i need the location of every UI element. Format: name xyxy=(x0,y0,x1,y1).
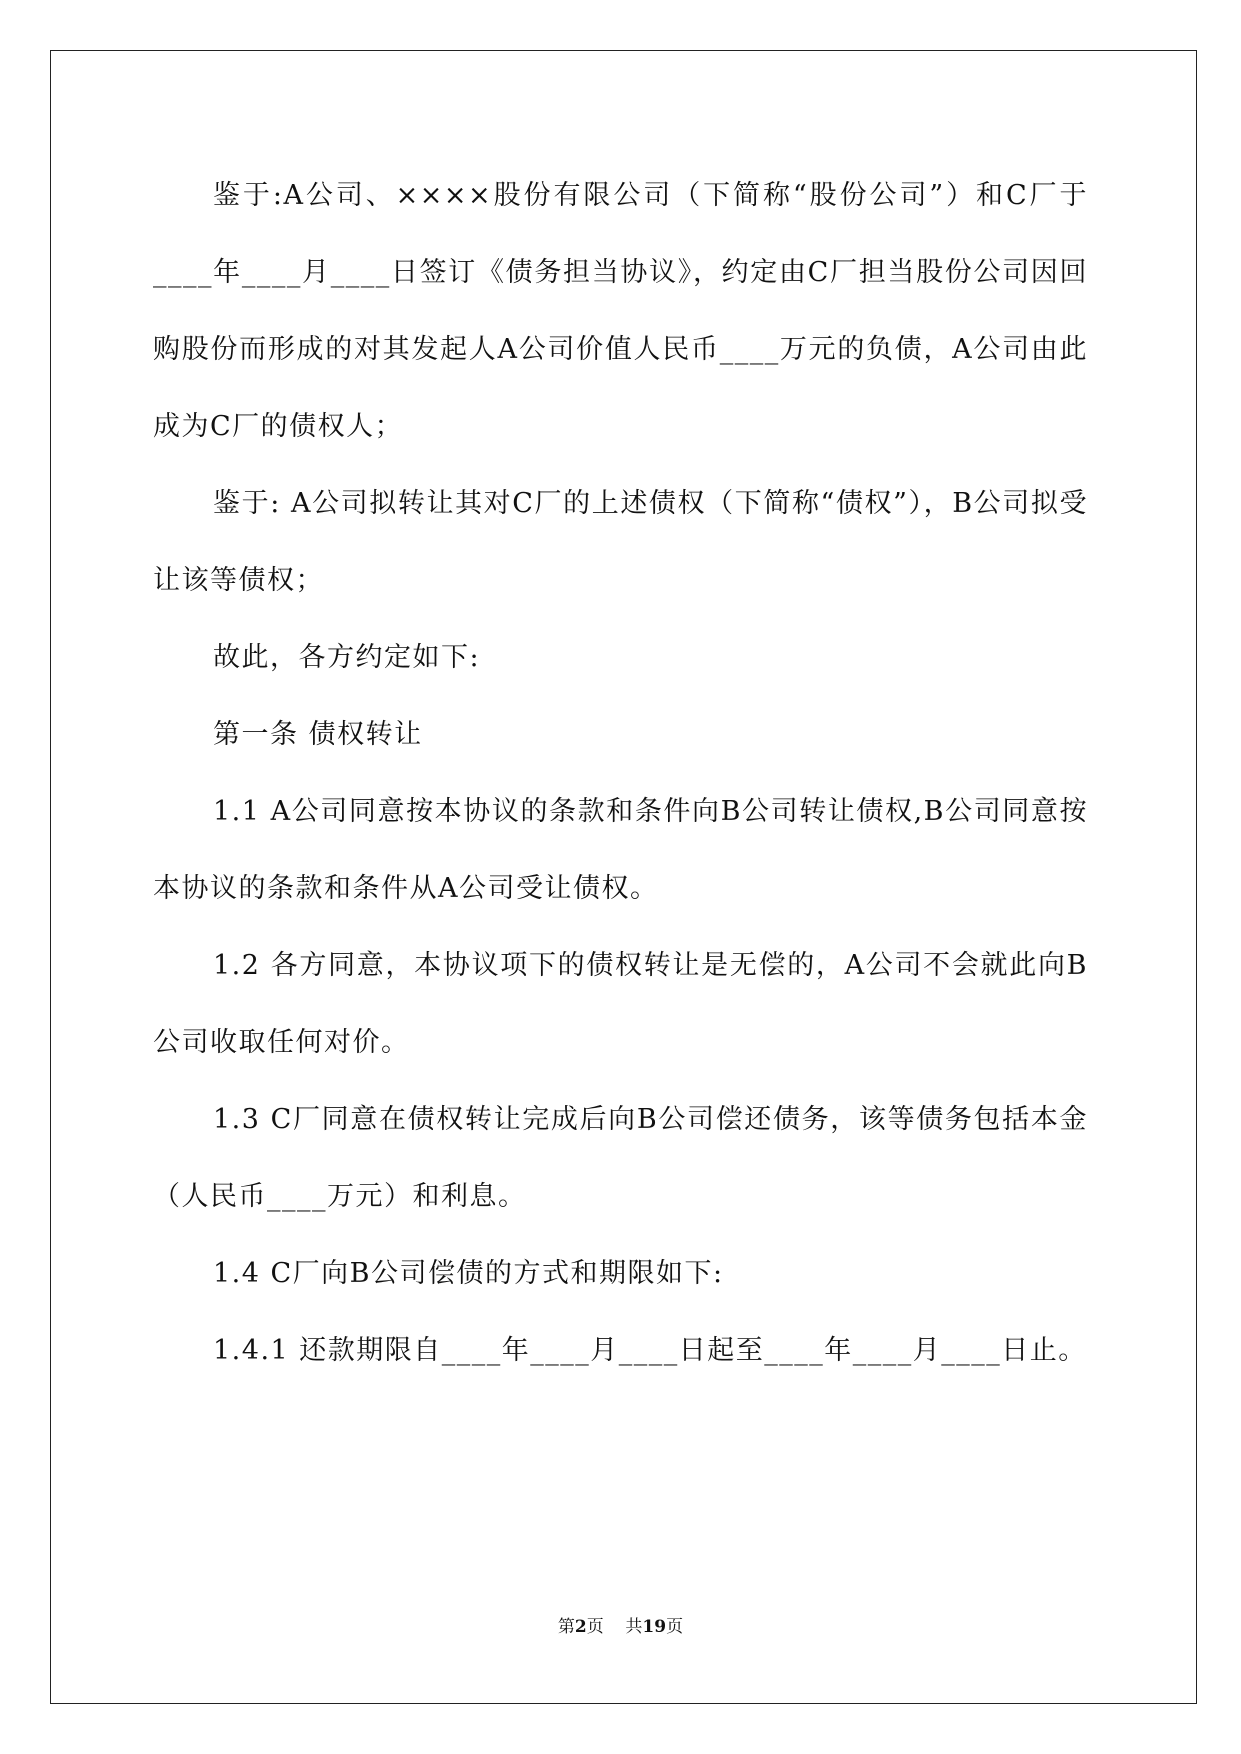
footer-prefix: 第 xyxy=(557,1617,575,1637)
clause-1-1: 1.1 A公司同意按本协议的条款和条件向B公司转让债权,B公司同意按本协议的条款和条件从A公司受让债权。 xyxy=(153,796,1088,904)
footer-middle: 页 共 xyxy=(586,1617,643,1637)
paragraph-recital-2: 鉴于: A公司拟转让其对C厂的上述债权（下简称“债权”），B公司拟受让该等债权； xyxy=(153,488,1088,596)
clause-1-4-1: 1.4.1 还款期限自____年____月____日起至____年____月____日止。 xyxy=(213,1335,1087,1366)
footer-suffix: 页 xyxy=(666,1617,684,1637)
clause-1-2: 1.2 各方同意，本协议项下的债权转让是无偿的，A公司不会就此向B公司收取任何对价。 xyxy=(153,950,1088,1058)
current-page-number: 2 xyxy=(574,1617,587,1637)
total-page-count: 19 xyxy=(642,1617,667,1637)
paragraph-recital-1: 鉴于:A公司、××××股份有限公司（下简称“股份公司”）和C厂于____年____月____日签订《债务担当协议》，约定由C厂担当股份公司因回购股份而形成的对其发起人A公司价值人民币____万元的负债，A公司由此成为C厂的债权人； xyxy=(153,180,1088,442)
article-1-heading: 第一条 债权转让 xyxy=(213,719,423,750)
clause-1-4: 1.4 C厂向B公司偿债的方式和期限如下: xyxy=(213,1258,724,1289)
page-footer xyxy=(0,1612,1241,1637)
paragraph-agreement-intro: 故此，各方约定如下: xyxy=(213,642,481,673)
document-body xyxy=(153,157,1088,1389)
clause-1-3: 1.3 C厂同意在债权转让完成后向B公司偿还债务，该等债务包括本金（人民币____万元）和利息。 xyxy=(153,1104,1088,1212)
